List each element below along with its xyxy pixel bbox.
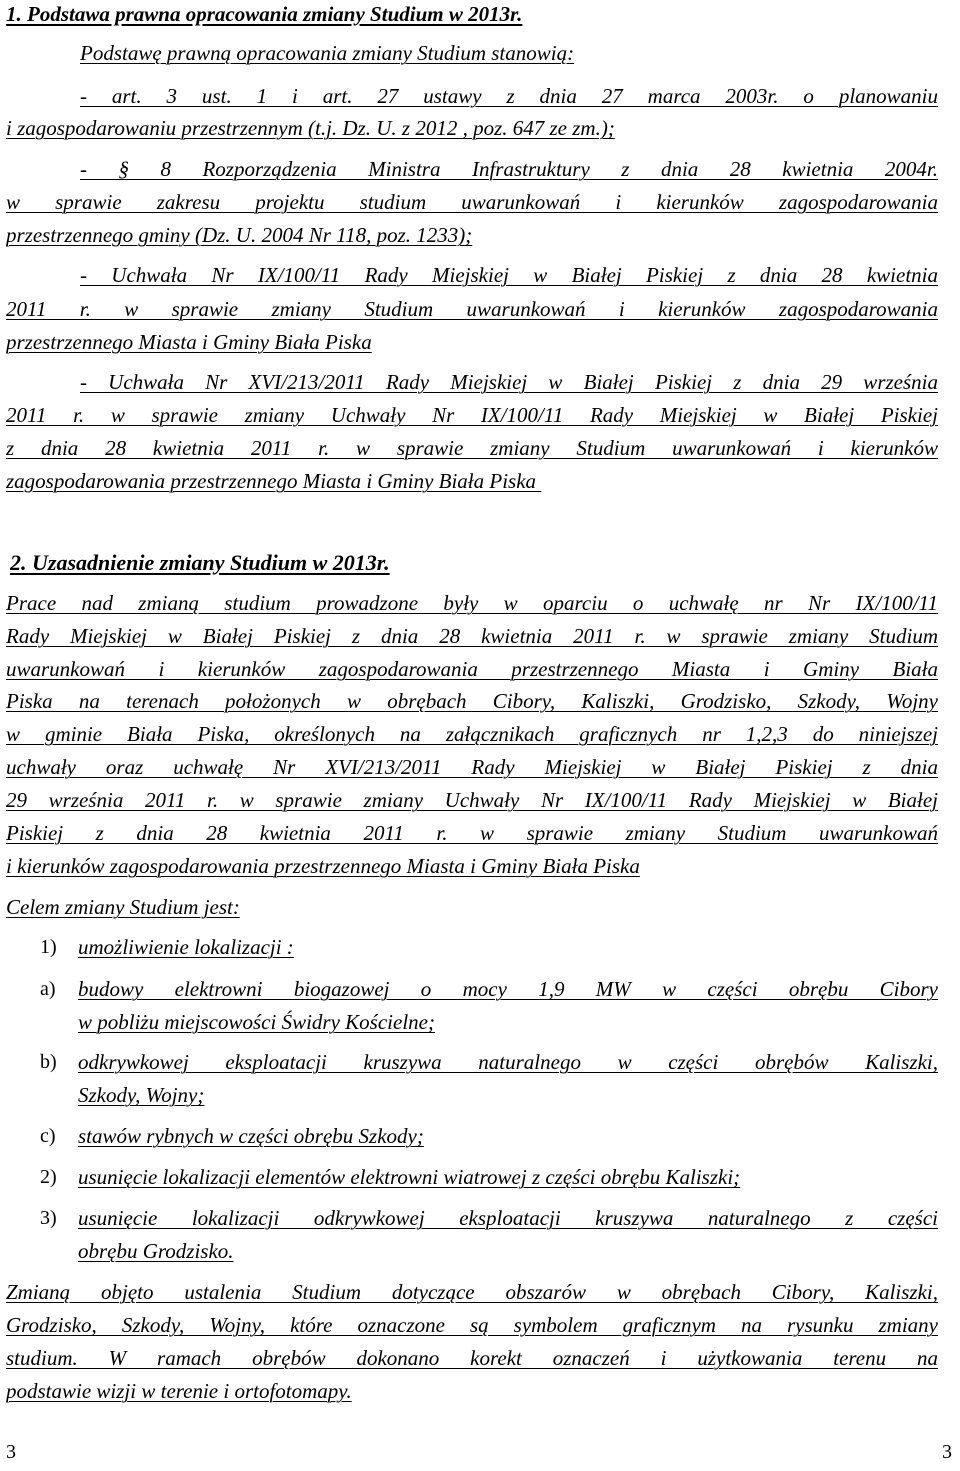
list-item-a-line-1: budowy elektrowni biogazowej o mocy 1,9 MW w części obrębu Cibory (78, 977, 938, 1001)
list-item-b-line-1: odkrywkowej eksploatacji kruszywa naturalnego w części obrębów Kaliszki, (78, 1050, 938, 1074)
closing-line-4: podstawie wizji w terenie i ortofotomapy. (6, 1379, 352, 1403)
goal-label: Celem zmiany Studium jest: (6, 895, 240, 919)
rationale-line-2: Rady Miejskiej w Białej Piskiej z dnia 28 kwietnia 2011 r. w sprawie zmiany Studium (6, 624, 938, 648)
list-item-3-line-2: obrębu Grodzisko. (78, 1239, 234, 1263)
rationale-line-8: Piskiej z dnia 28 kwietnia 2011 r. w sprawie zmiany Studium uwarunkowań (6, 821, 938, 845)
red-underline-mark (536, 469, 541, 493)
rationale-line-4: Piska na terenach położonych w obrębach Cibory, Kaliszki, Grodzisko, Szkody, Wojny (6, 689, 938, 713)
list-item-b-line-2: Szkody, Wojny; (78, 1083, 205, 1107)
legal-basis-item-2-line-3: przestrzennego gminy (Dz. U. 2004 Nr 118, poz. 1233); (6, 223, 473, 247)
section-2-heading: 2. Uzasadnienie zmiany Studium w 2013r. (10, 550, 390, 575)
list-marker-b: b) (40, 1051, 57, 1073)
legal-basis-item-4-line-2: 2011 r. w sprawie zmiany Uchwały Nr IX/100/11 Rady Miejskiej w Białej Piskiej (6, 403, 938, 427)
rationale-line-6: uchwały oraz uchwałę Nr XVI/213/2011 Rady Miejskiej w Białej Piskiej z dnia (6, 755, 938, 779)
rationale-line-3: uwarunkowań i kierunków zagospodarowania przestrzennego Miasta i Gminy Biała (6, 657, 938, 681)
list-item-1-line-1: umożliwienie lokalizacji : (78, 935, 294, 959)
legal-basis-item-3-line-1: - Uchwała Nr IX/100/11 Rady Miejskiej w Białej Piskiej z dnia 28 kwietnia (80, 263, 938, 287)
page-number-left: 3 (6, 1441, 16, 1463)
closing-line-3: studium. W ramach obrębów dokonano korekt oznaczeń i użytkowania terenu na (6, 1346, 938, 1370)
list-item-c-line-1: stawów rybnych w części obrębu Szkody; (78, 1124, 424, 1148)
list-marker-3: 3) (40, 1207, 57, 1229)
legal-basis-item-4-line-3: z dnia 28 kwietnia 2011 r. w sprawie zmiany Studium uwarunkowań i kierunków (6, 436, 938, 460)
legal-basis-item-4-line-4-text: zagospodarowania przestrzennego Miasta i Gminy Biała Piska (6, 469, 537, 493)
list-marker-c: c) (40, 1125, 56, 1147)
rationale-line-1: Prace nad zmianą studium prowadzone były w oparciu o uchwałę nr Nr IX/100/11 (6, 591, 938, 615)
rationale-line-7: 29 września 2011 r. w sprawie zmiany Uchwały Nr IX/100/11 Rady Miejskiej w Białej (6, 788, 938, 812)
legal-basis-item-3-line-2: 2011 r. w sprawie zmiany Studium uwarunkowań i kierunków zagospodarowania (6, 297, 938, 321)
legal-basis-item-2-line-1: - § 8 Rozporządzenia Ministra Infrastruktury z dnia 28 kwietnia 2004r. (80, 157, 938, 181)
legal-basis-item-2-line-2: w sprawie zakresu projektu studium uwarunkowań i kierunków zagospodarowania (6, 190, 938, 214)
closing-line-1: Zmianą objęto ustalenia Studium dotyczące obszarów w obrębach Cibory, Kaliszki, (6, 1280, 938, 1304)
legal-basis-item-1-line-1: - art. 3 ust. 1 i art. 27 ustawy z dnia 27 marca 2003r. o planowaniu (80, 84, 938, 108)
legal-basis-item-4-line-4 (6, 468, 938, 495)
page-number-right: 3 (942, 1441, 952, 1463)
list-item-2-line-1: usunięcie lokalizacji elementów elektrowni wiatrowej z części obrębu Kaliszki; (78, 1165, 741, 1189)
list-marker-1: 1) (40, 936, 57, 958)
rationale-line-9: i kierunków zagospodarowania przestrzennego Miasta i Gminy Biała Piska (6, 854, 640, 878)
legal-basis-item-3-line-3: przestrzennego Miasta i Gminy Biała Piska (6, 330, 372, 354)
list-item-a-line-2: w pobliżu miejscowości Świdry Kościelne; (78, 1010, 435, 1034)
rationale-line-5: w gminie Biała Piska, określonych na załącznikach graficznych nr 1,2,3 do niniejszej (6, 722, 938, 746)
closing-line-2: Grodzisko, Szkody, Wojny, które oznaczone są symbolem graficznym na rysunku zmiany (6, 1313, 938, 1337)
legal-basis-item-1-line-2: i zagospodarowaniu przestrzennym (t.j. Dz. U. z 2012 , poz. 647 ze zm.); (6, 116, 615, 140)
section-1-heading: 1. Podstawa prawna opracowania zmiany Studium w 2013r. (6, 2, 523, 26)
list-item-3-line-1: usunięcie lokalizacji odkrywkowej eksploatacji kruszywa naturalnego z części (78, 1206, 938, 1230)
list-marker-a: a) (40, 978, 56, 1000)
legal-basis-item-4-line-1: - Uchwała Nr XVI/213/2011 Rady Miejskiej w Białej Piskiej z dnia 29 września (80, 370, 938, 394)
list-marker-2: 2) (40, 1166, 57, 1188)
legal-basis-intro: Podstawę prawną opracowania zmiany Studium stanowią: (80, 41, 575, 65)
